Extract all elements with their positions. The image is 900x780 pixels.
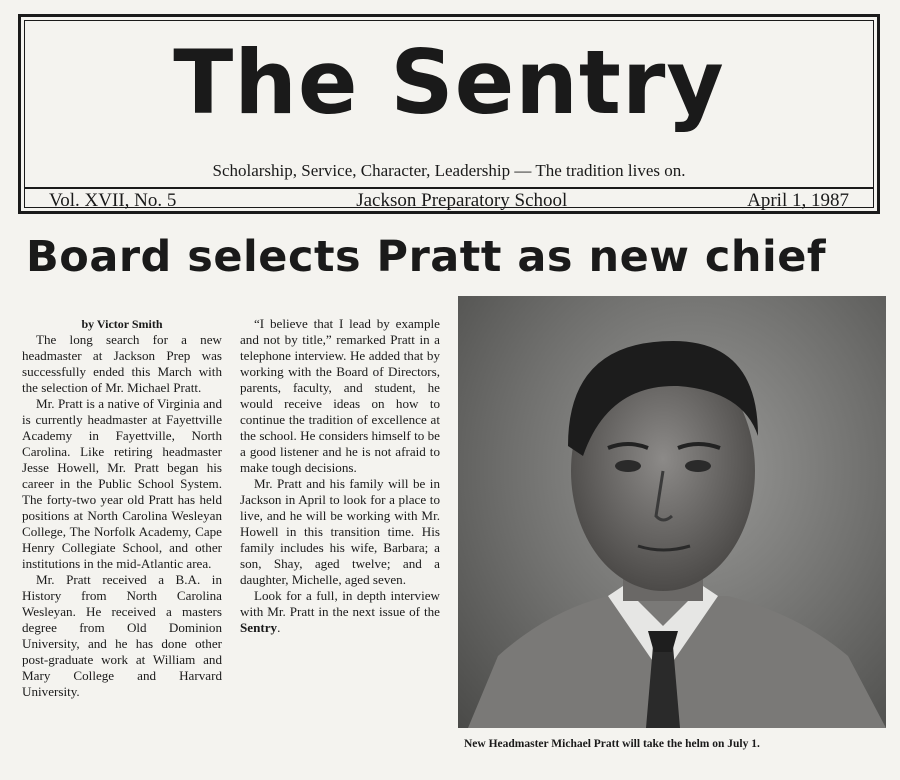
headmaster-photo [458, 296, 886, 728]
volume-number: Vol. XVII, No. 5 [49, 190, 177, 211]
issue-info-bar [25, 187, 873, 213]
school-name: Jackson Preparatory School [356, 190, 568, 211]
article-column-1 [22, 316, 222, 700]
article-column-2 [240, 316, 440, 636]
paper-name: Sentry [240, 620, 278, 635]
photo-caption: New Headmaster Michael Pratt will take the helm on July 1. [464, 738, 760, 750]
article-paragraph: “I believe that I lead by example and not by title,” remarked Pratt in a telephone interview. He added that by working with the Board of Directors, parents, faculty, and student, he would receive ideas on how to continue the tradition of excellence at the school. He considers himself to be a good listener and he is not afraid to make tough decisions. [240, 316, 440, 475]
issue-date: April 1, 1987 [747, 190, 849, 211]
article-headline: Board selects Pratt as new chief [26, 232, 827, 282]
article-paragraph: The long search for a new headmaster at Jackson Prep was successfully ended this March with the selection of Mr. Michael Pratt. [22, 332, 222, 395]
article-paragraph: Mr. Pratt and his family will be in Jackson in April to look for a place to live, and he will be working with Mr. Howell in this transition time. His family includes his wife, Barbara; a son, Shay, aged twelve; and a daughter, Michelle, aged seven. [240, 476, 440, 587]
masthead [18, 14, 880, 214]
portrait-image [458, 296, 886, 728]
masthead-frame [24, 20, 874, 211]
closing-text: Look for a full, in depth interview with Mr. Pratt in the next issue of the [240, 588, 440, 619]
newspaper-title: The Sentry [173, 31, 725, 134]
byline: by Victor Smith [81, 317, 163, 331]
closing-period: . [277, 620, 281, 635]
masthead-motto: Scholarship, Service, Character, Leadership — The tradition lives on. [212, 161, 686, 180]
article-paragraph: Mr. Pratt is a native of Virginia and is currently headmaster at Fayettville Academy in Fayettville, North Carolina. Like retiring headmaster Jesse Howell, Mr. Pratt began his career in the Public School System. The forty-two year old Pratt has held positions at North Carolina Wesleyan College, The Norfolk Academy, Cape Henry Collegiate School, and other institutions in the mid-Atlantic area. [22, 396, 222, 571]
article-closing [240, 588, 440, 636]
article-paragraph: Mr. Pratt received a B.A. in History from North Carolina Wesleyan. He received a masters degree from Old Dominion University, and he has done other post-graduate work at William and Mary College and Harvard University. [22, 572, 222, 699]
